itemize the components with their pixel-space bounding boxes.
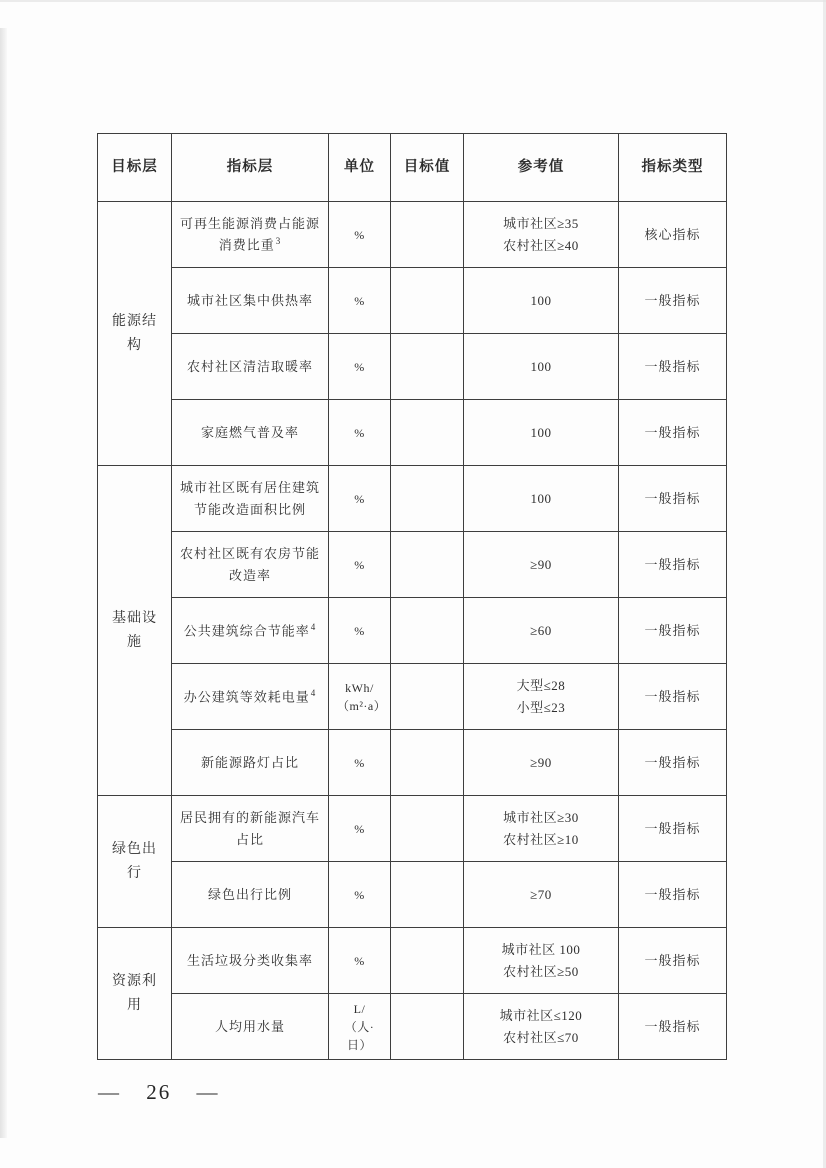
reference-value-cell: 大型≤28 小型≤23 bbox=[464, 664, 619, 730]
indicator-cell: 公共建筑综合节能率$^4$ bbox=[172, 598, 329, 664]
unit-cell: % bbox=[329, 466, 391, 532]
table-row bbox=[98, 598, 727, 664]
table-row bbox=[98, 730, 727, 796]
unit-cell: % bbox=[329, 334, 391, 400]
unit-cell: % bbox=[329, 598, 391, 664]
unit-cell: % bbox=[329, 730, 391, 796]
table-row bbox=[98, 928, 727, 994]
target-value-cell bbox=[391, 202, 464, 268]
header-target-layer: 目标层 bbox=[98, 134, 172, 202]
header-unit: 单位 bbox=[329, 134, 391, 202]
reference-value-cell: 城市社区≥30 农村社区≥10 bbox=[464, 796, 619, 862]
header-indicator-layer: 指标层 bbox=[172, 134, 329, 202]
table-row bbox=[98, 334, 727, 400]
target-value-cell bbox=[391, 532, 464, 598]
indicator-cell: 农村社区既有农房节能改造率 bbox=[172, 532, 329, 598]
table-header-row bbox=[98, 134, 727, 202]
unit-cell: % bbox=[329, 862, 391, 928]
table-row bbox=[98, 466, 727, 532]
header-reference-value: 参考值 bbox=[464, 134, 619, 202]
unit-cell: % bbox=[329, 400, 391, 466]
reference-value-cell: 100 bbox=[464, 400, 619, 466]
indicator-cell: 人均用水量 bbox=[172, 994, 329, 1060]
table-row bbox=[98, 994, 727, 1060]
reference-value-cell: 城市社区 100 农村社区≥50 bbox=[464, 928, 619, 994]
target-value-cell bbox=[391, 598, 464, 664]
target-layer-cell: 资源利用 bbox=[98, 928, 172, 1060]
target-layer-cell: 绿色出行 bbox=[98, 796, 172, 928]
scan-edge-top bbox=[0, 0, 826, 2]
table-row bbox=[98, 400, 727, 466]
unit-cell: % bbox=[329, 268, 391, 334]
reference-value-cell: 100 bbox=[464, 334, 619, 400]
unit-cell: % bbox=[329, 796, 391, 862]
table-body bbox=[98, 202, 727, 1060]
table-row bbox=[98, 862, 727, 928]
indicator-cell: 城市社区集中供热率 bbox=[172, 268, 329, 334]
indicator-cell: 城市社区既有居住建筑节能改造面积比例 bbox=[172, 466, 329, 532]
indicator-cell: 绿色出行比例 bbox=[172, 862, 329, 928]
indicator-cell: 可再生能源消费占能源消费比重$^3$ bbox=[172, 202, 329, 268]
indicator-type-cell: 一般指标 bbox=[619, 466, 727, 532]
unit-cell: L/ （人· 日） bbox=[329, 994, 391, 1060]
indicator-type-cell: 一般指标 bbox=[619, 400, 727, 466]
target-value-cell bbox=[391, 664, 464, 730]
indicator-table bbox=[97, 133, 727, 1060]
target-value-cell bbox=[391, 334, 464, 400]
footnote-marker: 3 bbox=[275, 236, 282, 247]
target-layer-cell: 能源结构 bbox=[98, 202, 172, 466]
indicator-type-cell: 一般指标 bbox=[619, 334, 727, 400]
scan-edge-left bbox=[0, 28, 7, 1138]
table-header-row bbox=[98, 134, 727, 202]
unit-cell: kWh/ （m²·a） bbox=[329, 664, 391, 730]
indicator-type-cell: 一般指标 bbox=[619, 994, 727, 1060]
header-indicator-type: 指标类型 bbox=[619, 134, 727, 202]
indicator-cell: 农村社区清洁取暖率 bbox=[172, 334, 329, 400]
reference-value-cell: ≥60 bbox=[464, 598, 619, 664]
table-row bbox=[98, 202, 727, 268]
target-value-cell bbox=[391, 466, 464, 532]
table-row bbox=[98, 268, 727, 334]
indicator-cell: 居民拥有的新能源汽车占比 bbox=[172, 796, 329, 862]
indicator-type-cell: 一般指标 bbox=[619, 598, 727, 664]
indicator-type-cell: 一般指标 bbox=[619, 796, 727, 862]
target-value-cell bbox=[391, 268, 464, 334]
indicator-cell: 新能源路灯占比 bbox=[172, 730, 329, 796]
target-value-cell bbox=[391, 994, 464, 1060]
indicator-cell: 家庭燃气普及率 bbox=[172, 400, 329, 466]
indicator-type-cell: 一般指标 bbox=[619, 664, 727, 730]
indicator-type-cell: 一般指标 bbox=[619, 268, 727, 334]
reference-value-cell: ≥90 bbox=[464, 532, 619, 598]
page-number: — 26 — bbox=[98, 1080, 220, 1104]
reference-value-cell: ≥70 bbox=[464, 862, 619, 928]
indicator-cell: 办公建筑等效耗电量$^4$ bbox=[172, 664, 329, 730]
unit-cell: % bbox=[329, 532, 391, 598]
table-row bbox=[98, 664, 727, 730]
table-row bbox=[98, 532, 727, 598]
unit-cell: % bbox=[329, 202, 391, 268]
reference-value-cell: 100 bbox=[464, 466, 619, 532]
reference-value-cell: ≥90 bbox=[464, 730, 619, 796]
target-value-cell bbox=[391, 730, 464, 796]
table-row bbox=[98, 796, 727, 862]
indicator-type-cell: 一般指标 bbox=[619, 532, 727, 598]
target-value-cell bbox=[391, 796, 464, 862]
footnote-marker: 4 bbox=[310, 687, 317, 698]
reference-value-cell: 100 bbox=[464, 268, 619, 334]
indicator-type-cell: 一般指标 bbox=[619, 730, 727, 796]
reference-value-cell: 城市社区≥35 农村社区≥40 bbox=[464, 202, 619, 268]
footnote-marker: 4 bbox=[310, 621, 317, 632]
reference-value-cell: 城市社区≤120 农村社区≤70 bbox=[464, 994, 619, 1060]
header-target-value: 目标值 bbox=[391, 134, 464, 202]
target-value-cell bbox=[391, 400, 464, 466]
target-layer-cell: 基础设施 bbox=[98, 466, 172, 796]
target-value-cell bbox=[391, 862, 464, 928]
unit-cell: % bbox=[329, 928, 391, 994]
indicator-type-cell: 一般指标 bbox=[619, 928, 727, 994]
target-value-cell bbox=[391, 928, 464, 994]
indicator-type-cell: 核心指标 bbox=[619, 202, 727, 268]
indicator-type-cell: 一般指标 bbox=[619, 862, 727, 928]
indicator-cell: 生活垃圾分类收集率 bbox=[172, 928, 329, 994]
